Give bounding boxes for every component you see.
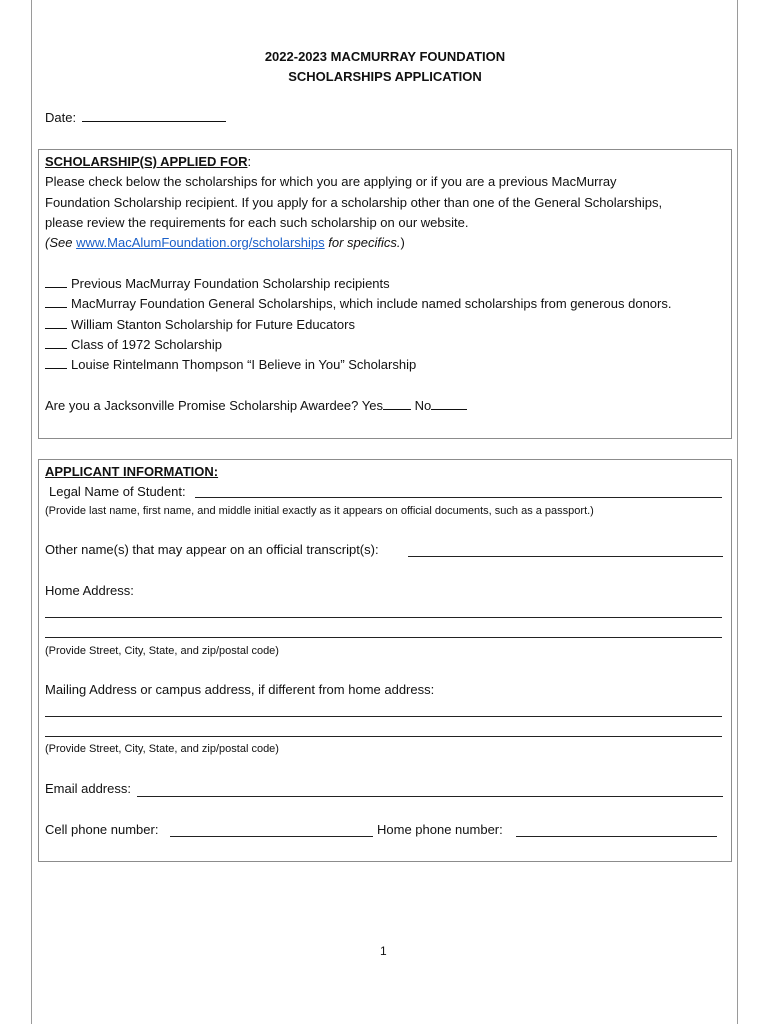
promise-no-line[interactable] — [431, 398, 467, 410]
other-names-label: Other name(s) that may appear on an official transcript(s): — [45, 542, 379, 557]
form-title-line2: SCHOLARSHIPS APPLICATION — [288, 69, 482, 84]
option-checkbox-line[interactable] — [45, 357, 67, 369]
mailing-address-note: (Provide Street, City, State, and zip/postal code) — [45, 743, 279, 755]
home-address-label: Home Address: — [45, 583, 134, 598]
promise-yes-line[interactable] — [383, 398, 411, 410]
scholarships-intro-2: Foundation Scholarship recipient. If you apply for a scholarship other than one of the General Scholarships, — [45, 195, 663, 210]
home-phone-label: Home phone number: — [377, 822, 503, 837]
mailing-address-line-1[interactable] — [45, 716, 722, 717]
date-field — [45, 110, 226, 125]
scholarships-intro-1: Please check below the scholarships for which you are applying or if you are a previous MacMurray — [45, 174, 617, 189]
cell-phone-input-line[interactable] — [170, 836, 373, 837]
scholarship-option: MacMurray Foundation General Scholarships, which include named scholarships from generous donors. — [45, 296, 671, 311]
scholarships-intro-3: please review the requirements for each such scholarship on our website. — [45, 215, 469, 230]
scholarship-option: Previous MacMurray Foundation Scholarship recipients — [45, 276, 390, 291]
scholarships-see-line: (See www.MacAlumFoundation.org/scholarships for specifics.) — [45, 235, 405, 250]
email-input-line[interactable] — [137, 796, 723, 797]
date-label: Date: — [45, 110, 77, 125]
scholarship-option: Class of 1972 Scholarship — [45, 337, 222, 352]
home-address-note: (Provide Street, City, State, and zip/postal code) — [45, 645, 279, 657]
mailing-address-line-2[interactable] — [45, 736, 722, 737]
scholarship-option: William Stanton Scholarship for Future Educators — [45, 317, 355, 332]
legal-name-note: (Provide last name, first name, and middle initial exactly as it appears on official documents, such as a passport.) — [45, 505, 594, 517]
scholarships-website-link[interactable]: www.MacAlumFoundation.org/scholarships — [76, 235, 325, 250]
form-title-line1: 2022-2023 MACMURRAY FOUNDATION — [264, 49, 506, 64]
home-address-line-2[interactable] — [45, 637, 722, 638]
option-checkbox-line[interactable] — [45, 296, 67, 308]
cell-phone-label: Cell phone number: — [45, 822, 159, 837]
scholarship-option: Louise Rintelmann Thompson “I Believe in You” Scholarship — [45, 357, 416, 372]
mailing-address-label: Mailing Address or campus address, if different from home address: — [45, 682, 435, 697]
home-address-line-1[interactable] — [45, 617, 722, 618]
option-checkbox-line[interactable] — [45, 317, 67, 329]
legal-name-label: Legal Name of Student: — [49, 484, 186, 499]
home-phone-input-line[interactable] — [516, 836, 717, 837]
applicant-section — [38, 459, 732, 862]
option-checkbox-line[interactable] — [45, 337, 67, 349]
email-label: Email address: — [45, 781, 131, 796]
scholarships-heading: SCHOLARSHIP(S) APPLIED FOR: — [45, 154, 252, 169]
page-number: 1 — [380, 944, 387, 958]
option-checkbox-line[interactable] — [45, 276, 67, 288]
scholarships-section — [38, 149, 732, 439]
legal-name-input-line[interactable] — [195, 497, 722, 498]
other-names-input-line[interactable] — [408, 556, 723, 557]
promise-question: Are you a Jacksonville Promise Scholarship Awardee? Yes No — [45, 398, 467, 413]
applicant-heading: APPLICANT INFORMATION: — [45, 464, 219, 479]
date-input-line[interactable] — [82, 110, 226, 122]
